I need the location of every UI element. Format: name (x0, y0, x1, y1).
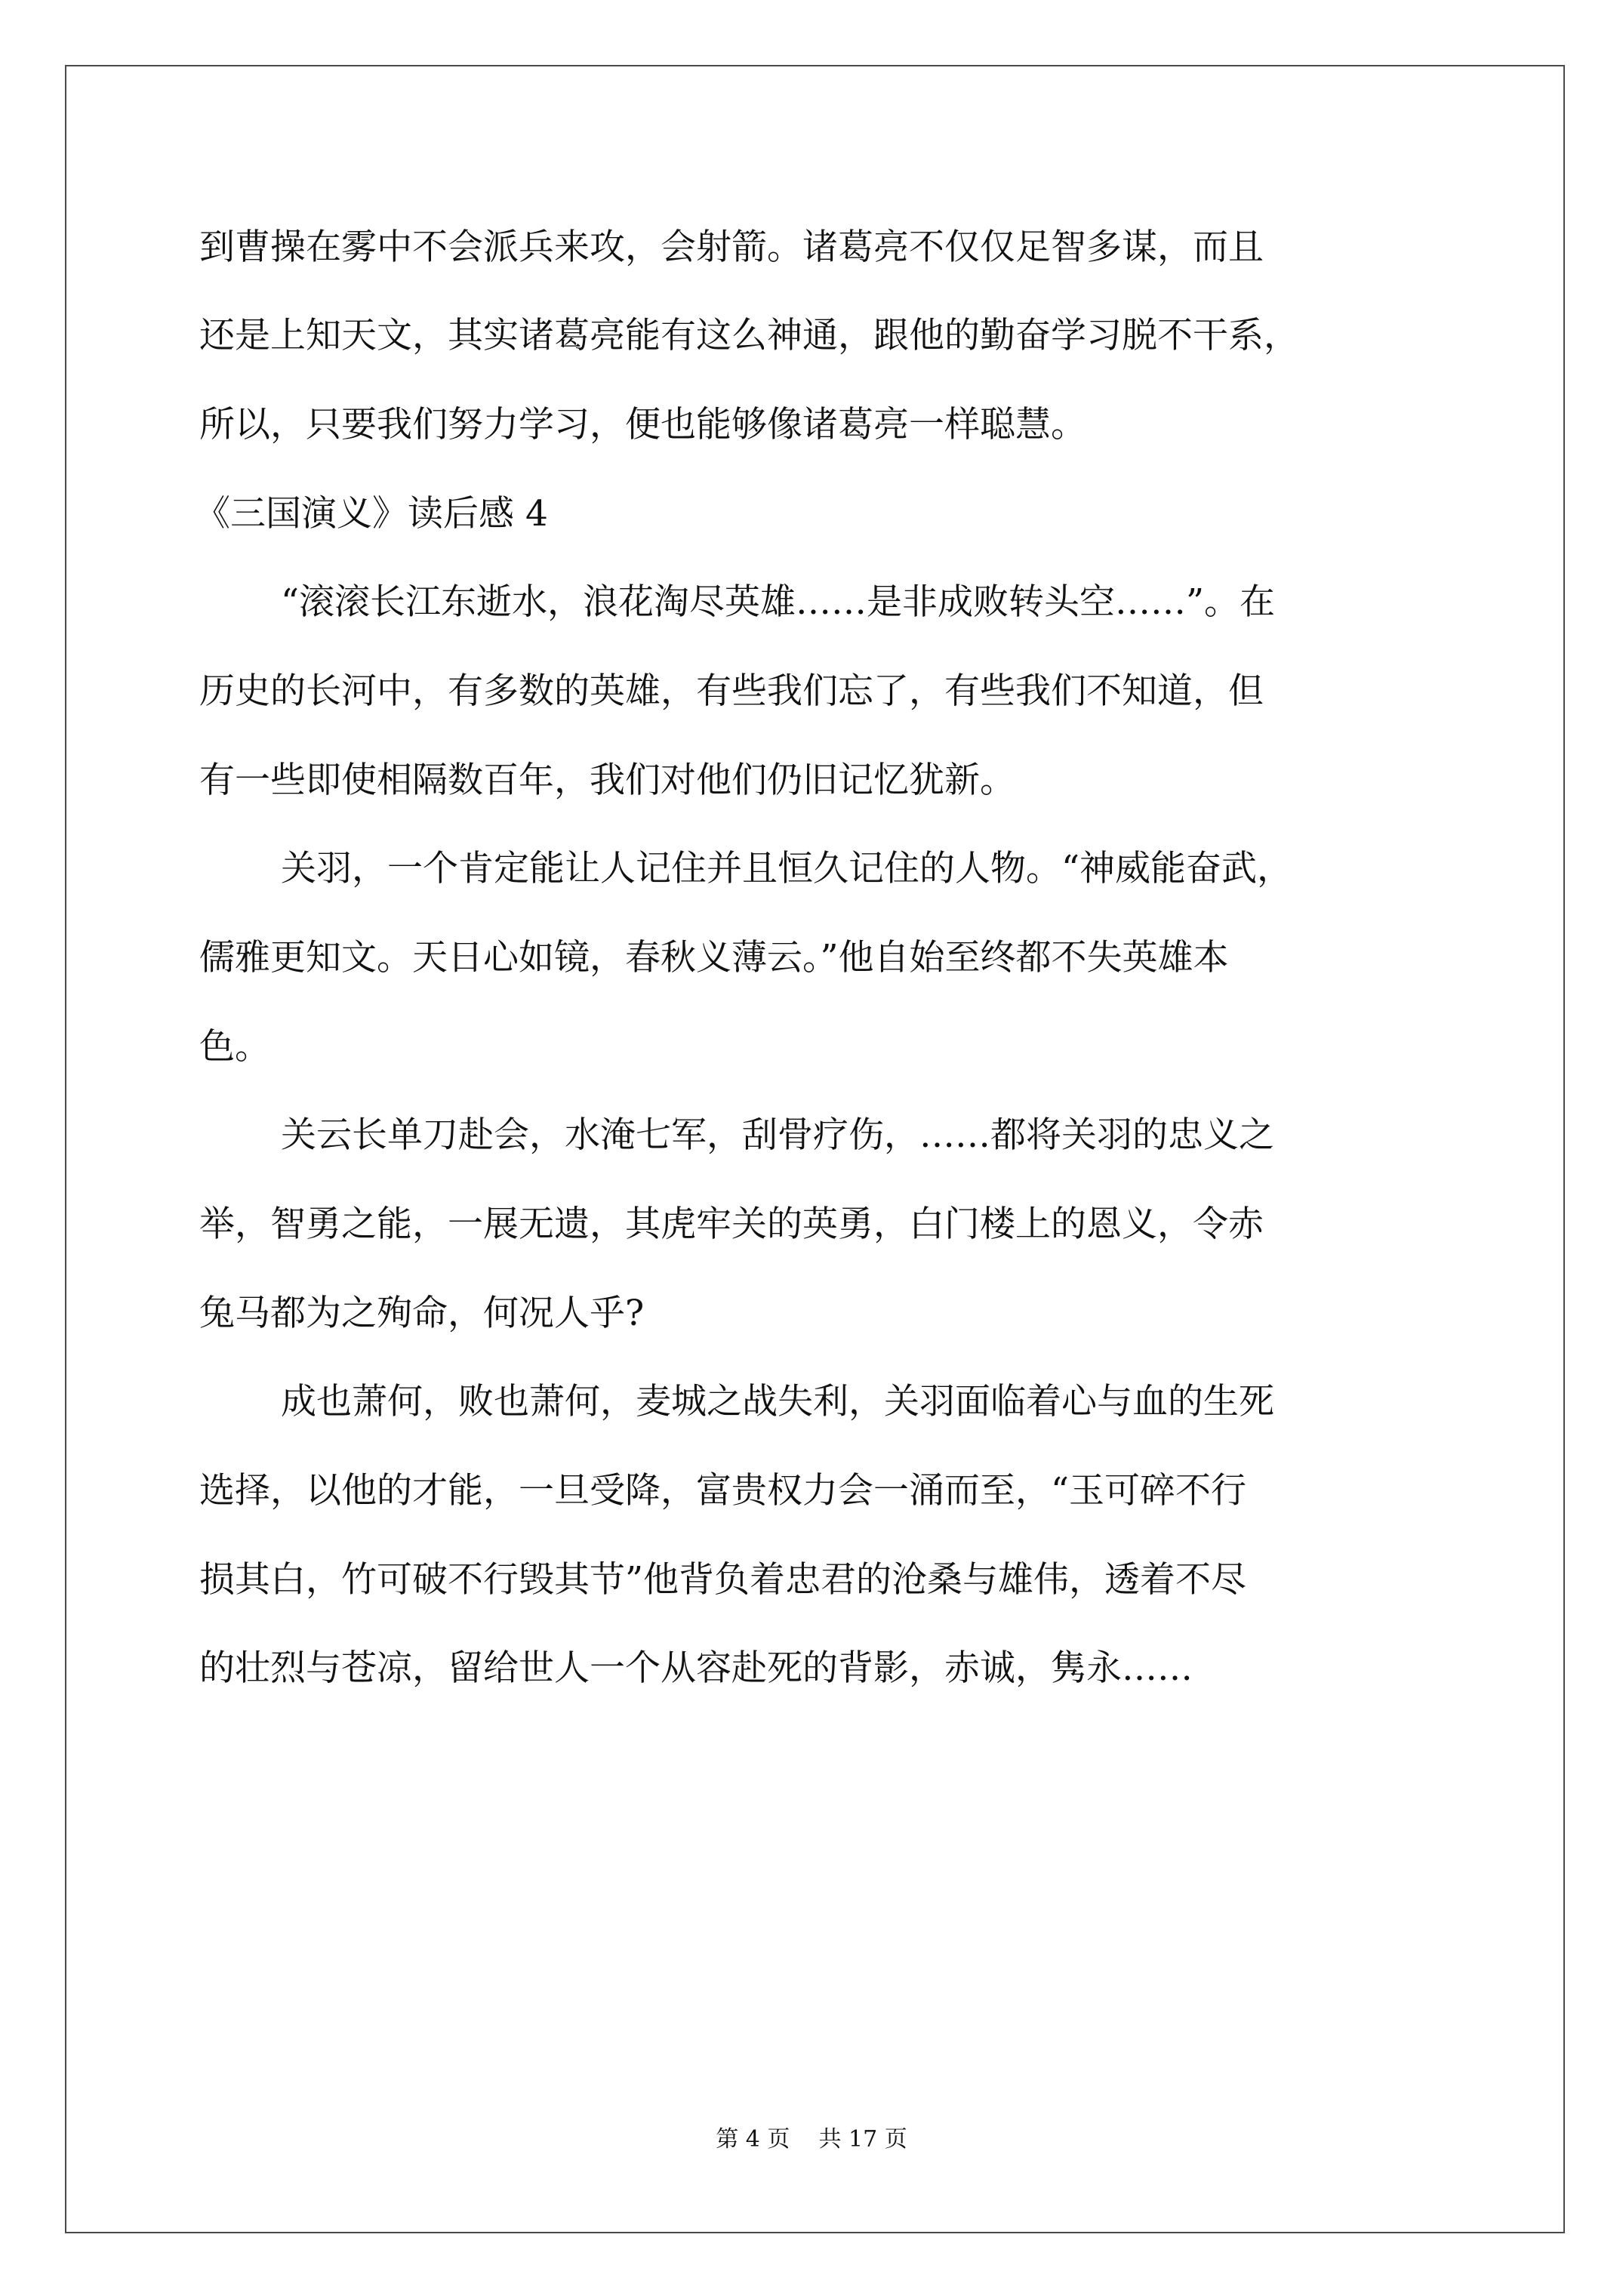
page-number-footer: 第 4 页 共 17 页 (716, 2126, 907, 2153)
text-line: 色。 (199, 1026, 270, 1068)
paragraph-first-line: 成也萧何，败也萧何，麦城之战失利，关羽面临着心与血的生死 (281, 1381, 1274, 1422)
text-line: 所以，只要我们努力学习，便也能够像诸葛亮一样聪慧。 (199, 404, 1086, 445)
section-heading: 《三国演义》读后感 4 (195, 493, 548, 535)
text-line: 还是上知天文，其实诸葛亮能有这么神通，跟他的勤奋学习脱不干系， (199, 315, 1299, 356)
paragraph-first-line: 关云长单刀赴会，水淹七军，刮骨疗伤，……都将关羽的忠义之 (281, 1114, 1274, 1156)
text-line: 有一些即使相隔数百年，我们对他们仍旧记忆犹新。 (199, 760, 1015, 801)
text-line: 选择，以他的才能，一旦受降，富贵权力会一涌而至，“玉可碎不行 (199, 1470, 1247, 1512)
text-line: 兔马都为之殉命，何况人乎? (199, 1293, 645, 1334)
text-line: 举，智勇之能，一展无遗，其虎牢关的英勇，白门楼上的恩义，令赤 (199, 1203, 1264, 1245)
text-line: 损其白，竹可破不行毁其节”他背负着忠君的沧桑与雄伟，透着不尽 (199, 1559, 1247, 1601)
text-line: 历史的长河中，有多数的英雄，有些我们忘了，有些我们不知道，但 (199, 670, 1264, 712)
text-line: 儒雅更知文。天日心如镜，春秋义薄云。”他自始至终都不失英雄本 (199, 937, 1229, 978)
paragraph-first-line: “滚滚长江东逝水，浪花淘尽英雄……是非成败转头空……”。在 (281, 581, 1276, 623)
text-line: 的壮烈与苍凉，留给世人一个从容赴死的背影，赤诚，隽永…… (199, 1647, 1193, 1689)
paragraph-first-line: 关羽，一个肯定能让人记住并且恒久记住的人物。“神威能奋武， (281, 848, 1293, 889)
text-line: 到曹操在雾中不会派兵来攻，会射箭。诸葛亮不仅仅足智多谋，而且 (199, 227, 1264, 268)
